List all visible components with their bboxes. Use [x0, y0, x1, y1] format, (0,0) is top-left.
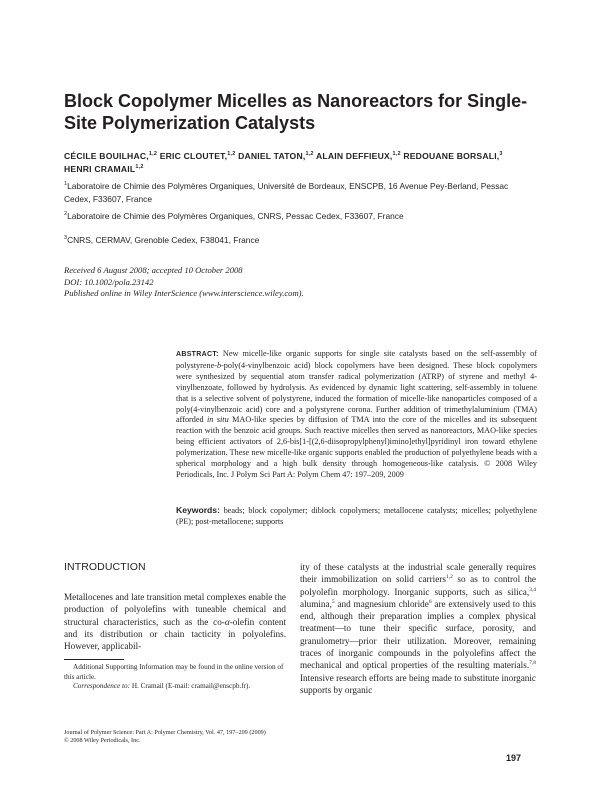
- author-list: [64, 150, 544, 176]
- affiliation-mark: 1: [64, 181, 68, 188]
- body-text: ity of these catalysts at the industrial scale generally requires their immobilization on solid carriers: [300, 562, 536, 585]
- affiliation-3: [64, 234, 534, 247]
- citation-mark: 3,4: [529, 586, 536, 593]
- author-name: ALAIN DEFFIEUX,: [315, 151, 393, 161]
- abstract-label: ABSTRACT:: [176, 351, 219, 358]
- author-name: HENRI CRAMAIL: [64, 164, 136, 174]
- affiliation-mark: 3: [64, 235, 68, 242]
- journal-reference: Journal of Polymer Science: Part A: Polymer Chemistry, Vol. 47, 197–209 (2009): [64, 729, 266, 736]
- publication-dates: [64, 265, 534, 300]
- author-affiliation-mark: 1,2: [135, 164, 144, 171]
- author-affiliation-mark: 1,2: [227, 151, 236, 158]
- affiliation-1: [64, 180, 534, 205]
- body-column-left: [64, 591, 286, 652]
- author-name: DANIEL TATON,: [238, 151, 306, 161]
- author-affiliation-mark: 1,2: [148, 151, 158, 158]
- citation-mark: 6: [428, 598, 432, 605]
- abstract-text: New micelle-like organic supports for single site catalysts based on the self-assembly of polystyrene-: [176, 349, 537, 370]
- body-column-right: [300, 561, 536, 696]
- journal-copyright: © 2008 Wiley Periodicals, Inc.: [64, 737, 141, 745]
- body-italic: α: [224, 616, 230, 627]
- keywords-text: beads; block copolymer; diblock copolymers; metallocene catalysts; micelles; polyethylene (PE); post-metallocene; supports: [176, 506, 537, 526]
- body-text: Intensive research efforts are being made to substitute inorganic supports by organic: [300, 672, 536, 695]
- keywords: [176, 505, 537, 528]
- published-online: Published online in Wiley InterScience (www.interscience.wiley.com).: [64, 288, 304, 298]
- body-text: and magnesium chloride: [334, 598, 429, 609]
- body-text: so as to control the polyolefin morphology. Inorganic supports, such as silica,: [300, 574, 537, 597]
- footnotes: [64, 663, 286, 692]
- body-text: alumina,: [300, 598, 332, 609]
- affiliation-2: [64, 210, 534, 223]
- article-title: Block Copolymer Micelles as Nanoreactors for Single-Site Polymerization Catalysts: [64, 91, 528, 133]
- author-name: CÉCILE BOUILHAC,: [64, 151, 149, 161]
- affiliation-mark: 2: [64, 211, 68, 218]
- body-text: Metallocenes and late transition metal complexes enable the production of polyolefins with tuneable chemical and structural characteristics, such as the co-: [64, 592, 286, 627]
- abstract: [176, 349, 537, 481]
- keywords-label: Keywords:: [176, 505, 220, 515]
- abstract-text: -poly(4-vinylbenzoic acid) block copolymers have been designed. These block copolymers were synthesized by sequential atom transfer radical polymerization (ATRP) of styrene and methyl 4-vinylbenzoate, followed by hydrolysis. As evidenced by dynamic light scattering, self-assembly in toluene that is a selective solvent of polystyrene, induced the formation of micelle-like nanoparticles composed of a poly(4-vinylbenzoic acid) core and a polystyrene corona. Further addition of trimethylaluminium (TMA) afforded: [176, 360, 537, 425]
- author-name: ERIC CLOUTET,: [159, 151, 228, 161]
- citation-mark: 5: [331, 598, 335, 605]
- abstract-text: MAO-like species by diffusion of TMA into the core of the micelles and its subsequent reaction with the benzoic acid groups. Such reactive micelles then served as nanoreactors, MAO-like species being efficient activators of 2,6-bis[1-[(2,6-diisopropylphenyl)imino]ethyl]pyridinyl iron toward ethylene polymerization. These new micelle-like organic supports enabled the production of polyethylene beads with a spherical morphology and a high bulk density through homogeneous-like catalysis.: [176, 415, 537, 469]
- supporting-info-note: Additional Supporting Information may be found in the online version of this article.: [64, 663, 284, 681]
- footnote-rule: [64, 659, 124, 660]
- received-date: Received 6 August 2008; accepted 10 October 2008: [64, 265, 243, 275]
- correspondence-label: Correspondence to:: [73, 682, 131, 691]
- abstract-copyright: © 2008 Wiley Periodicals, Inc. J Polym Sci Part A: Polym Chem 47: 197–209, 2009: [176, 459, 537, 479]
- affiliation-text: Laboratoire de Chimie des Polymères Organiques, Université de Bordeaux, ENSCPB, 16 Avenue Pey-Berland, Pessac Cedex, F33607, France: [64, 181, 509, 204]
- correspondence-text: H. Cramail (E-mail: cramail@enscpb.fr).: [130, 682, 251, 691]
- affiliation-text: CNRS, CERMAV, Grenoble Cedex, F38041, France: [67, 235, 260, 245]
- abstract-italic: in situ: [207, 415, 229, 425]
- abstract-italic: b: [216, 360, 222, 370]
- citation-mark: 1,2: [445, 574, 453, 581]
- page-number: 197: [506, 753, 522, 763]
- affiliation-text: Laboratoire de Chimie des Polymères Organiques, CNRS, Pessac Cedex, F33607, France: [67, 211, 404, 221]
- citation-mark: 7,8: [529, 660, 536, 667]
- author-affiliation-mark: 1,2: [305, 151, 314, 158]
- body-text: -olefin content and its distribution or chain tacticity in polyolefins. However, applicabil-: [64, 616, 286, 652]
- section-heading-introduction: INTRODUCTION: [64, 561, 146, 573]
- author-name: REDOUANE BORSALI,: [403, 151, 500, 161]
- author-affiliation-mark: 1,2: [392, 151, 401, 158]
- author-affiliation-mark: 3: [499, 151, 503, 158]
- body-text: are extensively used to this end, although their preparation implies a complex physical treatment—to tune their specific surface, porosity, and granulometry—prior their utilization. Moreover, remaining traces of inorganic compounds in the polyolefins affect the mechanical and optical properties of the resulting materials.: [300, 598, 536, 671]
- correspondence-note: [64, 682, 286, 692]
- doi: DOI: 10.1002/pola.23142: [64, 276, 154, 287]
- journal-citation: [64, 729, 286, 746]
